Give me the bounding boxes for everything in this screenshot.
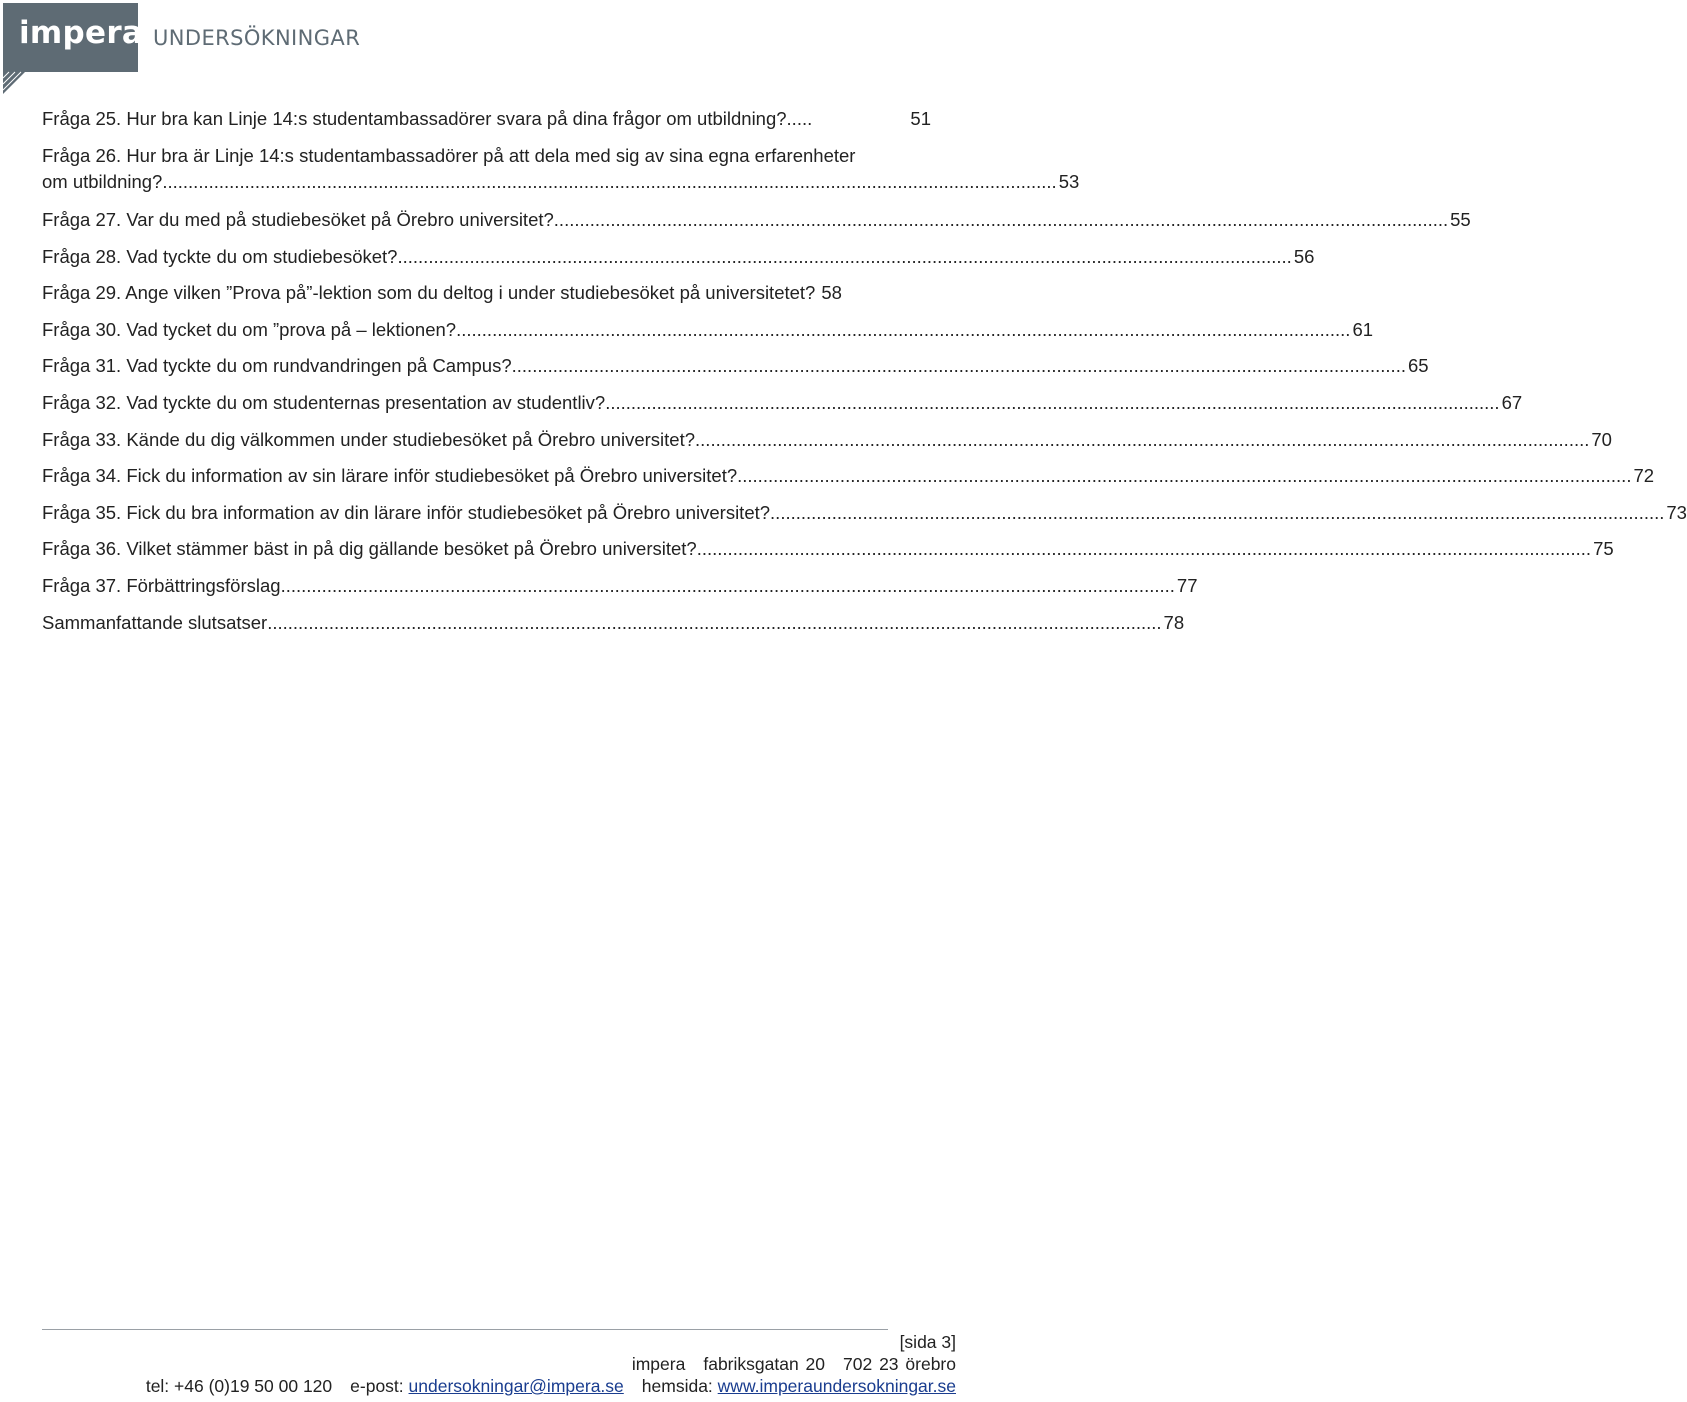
footer-address — [632, 1354, 956, 1375]
toc-entry-label: Fråga 34. Fick du information av sin lärare inför studiebesöket på Örebro universitet? — [42, 465, 738, 487]
toc-entry[interactable] — [42, 536, 1614, 573]
footer-street: fabriksgatan 20 — [703, 1354, 826, 1374]
footer-company: impera — [631, 1354, 686, 1374]
toc-entry-label-line1: Fråga 26. Hur bra är Linje 14:s studentambassadörer på att dela med sig av sina egna erfarenheter — [42, 144, 856, 166]
toc-leader-dots: .............................................................................................................................................................................. — [553, 209, 1449, 231]
toc-entry[interactable] — [42, 244, 1315, 281]
brand-logo[interactable] — [3, 3, 144, 72]
toc-entry[interactable] — [42, 610, 1185, 647]
toc-entry[interactable] — [42, 353, 1429, 390]
footer-email-label: e-post: — [350, 1376, 404, 1396]
toc-entry-label: Fråga 28. Vad tyckte du om studiebesöket? — [42, 245, 398, 267]
toc-entry[interactable] — [42, 427, 1612, 464]
toc-entry[interactable] — [42, 573, 1198, 610]
toc-entry-label: Sammanfattande slutsatser — [42, 611, 268, 633]
footer-web-label: hemsida: — [641, 1376, 713, 1396]
toc-entry-label: Fråga 31. Vad tyckte du om rundvandringen på Campus? — [42, 355, 512, 377]
toc-entry-label: Fråga 30. Vad tycket du om ”prova på – lektionen? — [42, 318, 457, 340]
footer-divider — [42, 1329, 888, 1330]
toc-entry-label: Fråga 33. Kände du dig välkommen under studiebesöket på Örebro universitet? — [42, 428, 696, 450]
toc-leader-dots: .............................................................................................................................................................................. — [456, 318, 1351, 340]
toc-page-number: 77 — [1176, 575, 1198, 597]
toc-entry-label: Fråga 25. Hur bra kan Linje 14:s studentambassadörer svara på dina frågor om utbildning? — [42, 108, 787, 129]
footer-city: 702 23 örebro — [843, 1354, 956, 1374]
toc-page-number: 75 — [1593, 538, 1614, 560]
toc-entry[interactable] — [42, 106, 931, 143]
toc-leader-dots: .............................................................................................................................................................................. — [397, 245, 1292, 267]
toc-leader-dots: .............................................................................................................................................................................. — [267, 611, 1162, 633]
footer-web-link[interactable]: www.imperaundersokningar.se — [717, 1376, 956, 1396]
toc-leader-dots: ..... — [786, 108, 813, 129]
toc-page-number: 78 — [1163, 611, 1185, 633]
toc-entry[interactable] — [42, 143, 1080, 208]
toc-page-number: 70 — [1591, 428, 1612, 450]
toc-entry[interactable] — [42, 463, 1655, 500]
toc-entry-label: Fråga 36. Vilket stämmer bäst in på dig gällande besöket på Örebro universitet? — [42, 538, 697, 560]
toc-page-number: 61 — [1352, 318, 1374, 340]
toc-entry-label: Fråga 35. Fick du bra information av din lärare inför studiebesöket på Örebro universitet? — [42, 501, 771, 523]
toc-page-number: 56 — [1293, 245, 1315, 267]
footer-email-link[interactable]: undersokningar@impera.se — [408, 1376, 624, 1396]
toc-entry-label: Fråga 37. Förbättringsförslag — [42, 575, 281, 597]
toc-page-number: 73 — [1666, 501, 1687, 523]
toc-page-number: 65 — [1407, 355, 1429, 377]
toc-entry[interactable] — [42, 500, 1687, 537]
toc-page-number: 72 — [1633, 465, 1655, 487]
toc-entry-label: Fråga 32. Vad tyckte du om studenternas presentation av studentliv? — [42, 392, 606, 414]
toc-entry[interactable] — [42, 317, 1374, 354]
table-of-contents — [42, 106, 1687, 646]
brand-subtitle: UNDERSÖKNINGAR — [153, 26, 361, 50]
toc-entry-label: Fråga 27. Var du med på studiebesöket på Örebro universitet? — [42, 209, 554, 231]
footer-page-number: [sida 3] — [899, 1332, 956, 1352]
toc-page-number: 55 — [1450, 209, 1471, 231]
toc-leader-dots: .............................................................................................................................................................................. — [696, 538, 1592, 560]
toc-entry[interactable] — [42, 207, 1471, 244]
toc-leader-dots: .............................................................................................................................................................................. — [162, 170, 1057, 192]
toc-leader-dots: .............................................................................................................................................................................. — [280, 575, 1175, 597]
footer-contact — [146, 1376, 956, 1397]
toc-entry-label-line2: om utbildning? — [42, 170, 163, 192]
toc-entry[interactable] — [42, 280, 931, 317]
toc-leader-dots: .............................................................................................................................................................................. — [605, 392, 1500, 414]
brand-name: impera — [19, 15, 144, 51]
toc-entry[interactable] — [42, 390, 1523, 427]
toc-page-number: 51 — [910, 108, 931, 129]
toc-entry-label: Fråga 29. Ange vilken ”Prova på”-lektion som du deltog i under studiebesöket på universitetet? — [42, 282, 816, 304]
toc-page-number: 67 — [1501, 392, 1523, 414]
toc-leader-dots: .............................................................................................................................................................................. — [695, 428, 1590, 450]
toc-page-number: 53 — [1058, 170, 1080, 192]
toc-leader-dots: .............................................................................................................................................................................. — [511, 355, 1406, 377]
page-header — [0, 0, 960, 100]
logo-corner-icon — [3, 72, 25, 94]
footer-phone: tel: +46 (0)19 50 00 120 — [145, 1376, 333, 1396]
toc-leader-dots: .............................................................................................................................................................................. — [770, 501, 1665, 523]
toc-page-number: 58 — [821, 282, 842, 304]
toc-leader-dots: .............................................................................................................................................................................. — [737, 465, 1632, 487]
